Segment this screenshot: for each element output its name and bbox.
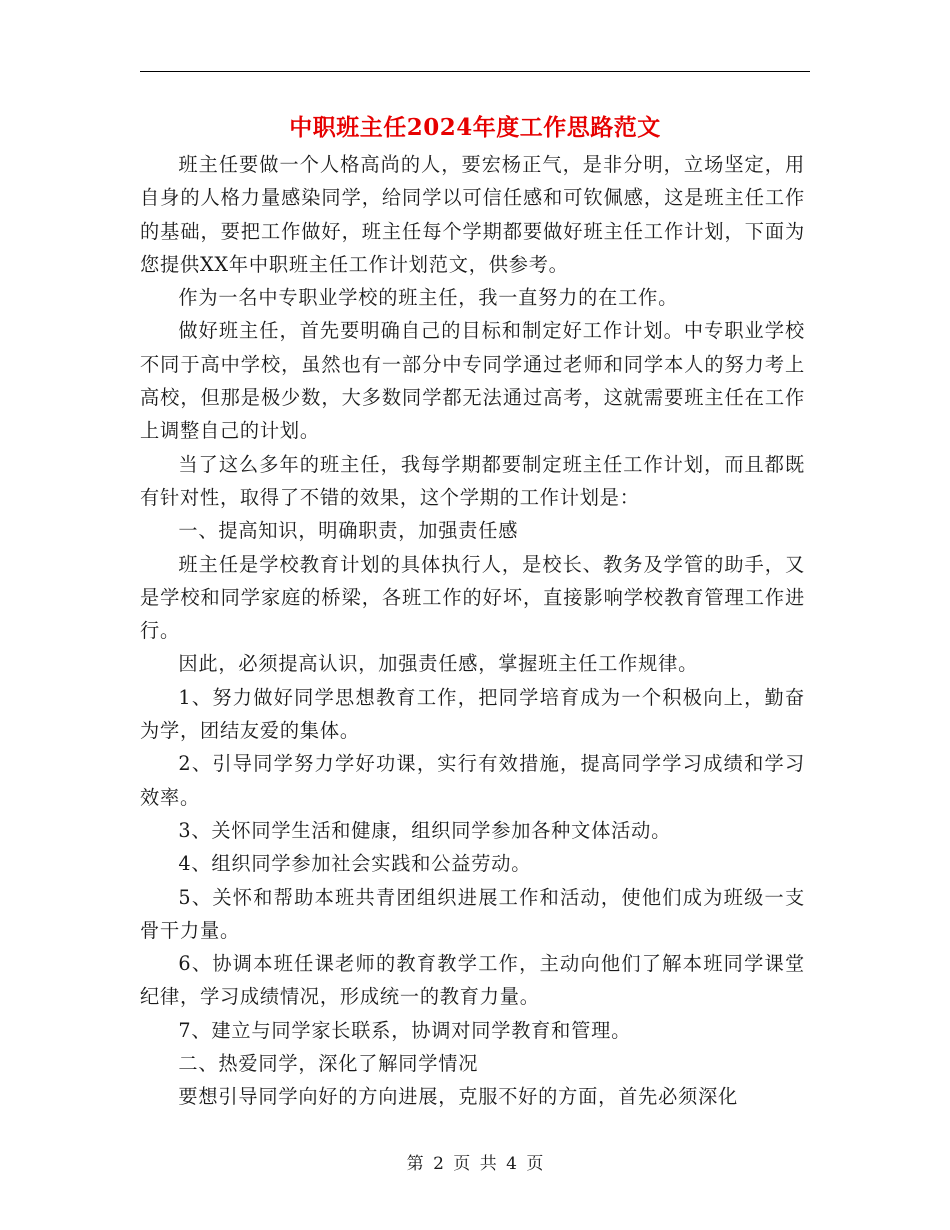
paragraph-understand-students: 要想引导同学向好的方向进展，克服不好的方面，首先必须深化 bbox=[178, 1085, 739, 1109]
section-heading-2: 二、热爱同学，深化了解同学情况 bbox=[178, 1052, 479, 1076]
page-number: 第 2 页 共 4 页 bbox=[406, 1154, 544, 1174]
paragraph-goals: 做好班主任，首先要明确自己的目标和制定好工作计划。中专职业学校不同于高中学校，虽然也有一部分中专同学通过老师和同学本人的努力考上高校，但那是极少数，大多数同学都无法通过高考，这就需要班主任在工作上调整自己的计划。 bbox=[140, 319, 805, 443]
list-item-7: 7、建立与同学家长联系，协调对同学教育和管理。 bbox=[178, 1018, 632, 1042]
list-item-4: 4、组织同学参加社会实践和公益劳动。 bbox=[178, 852, 532, 876]
paragraph-intro: 班主任要做一个人格高尚的人，要宏杨正气，是非分明，立场坚定，用自身的人格力量感染同学，给同学以可信任感和可钦佩感，这是班主任工作的基础，要把工作做好，班主任每个学期都要做好班主任工作计划，下面为您提供XX年中职班主任工作计划范文，供参考。 bbox=[140, 153, 805, 276]
paragraph-plan-intro: 当了这么多年的班主任，我每学期都要制定班主任工作计划，而且都既有针对性，取得了不错的效果，这个学期的工作计划是： bbox=[140, 452, 805, 509]
document-body bbox=[140, 148, 805, 1114]
document-title: 中职班主任2024年度工作思路范文 bbox=[289, 114, 661, 141]
paragraph-role: 作为一名中专职业学校的班主任，我一直努力的在工作。 bbox=[178, 286, 679, 310]
paragraph-responsibility: 班主任是学校教育计划的具体执行人，是校长、教务及学管的助手，又是学校和同学家庭的桥梁，各班工作的好坏，直接影响学校教育管理工作进行。 bbox=[140, 552, 805, 643]
section-heading-1: 一、提高知识，明确职责，加强责任感 bbox=[178, 519, 519, 543]
list-item-3: 3、关怀同学生活和健康，组织同学参加各种文体活动。 bbox=[178, 818, 672, 842]
paragraph-therefore: 因此，必须提高认识，加强责任感，掌握班主任工作规律。 bbox=[178, 652, 699, 676]
list-item-1: 1、努力做好同学思想教育工作，把同学培育成为一个积极向上，勤奋为学，团结友爱的集体。 bbox=[140, 685, 805, 743]
header-rule bbox=[140, 71, 810, 72]
list-item-5: 5、关怀和帮助本班共青团组织进展工作和活动，使他们成为班级一支骨干力量。 bbox=[140, 885, 805, 942]
list-item-2: 2、引导同学努力学好功课，实行有效措施，提高同学学习成绩和学习效率。 bbox=[140, 752, 805, 809]
list-item-6: 6、协调本班任课老师的教育教学工作，主动向他们了解本班同学课堂纪律，学习成绩情况，形成统一的教育力量。 bbox=[140, 952, 805, 1009]
